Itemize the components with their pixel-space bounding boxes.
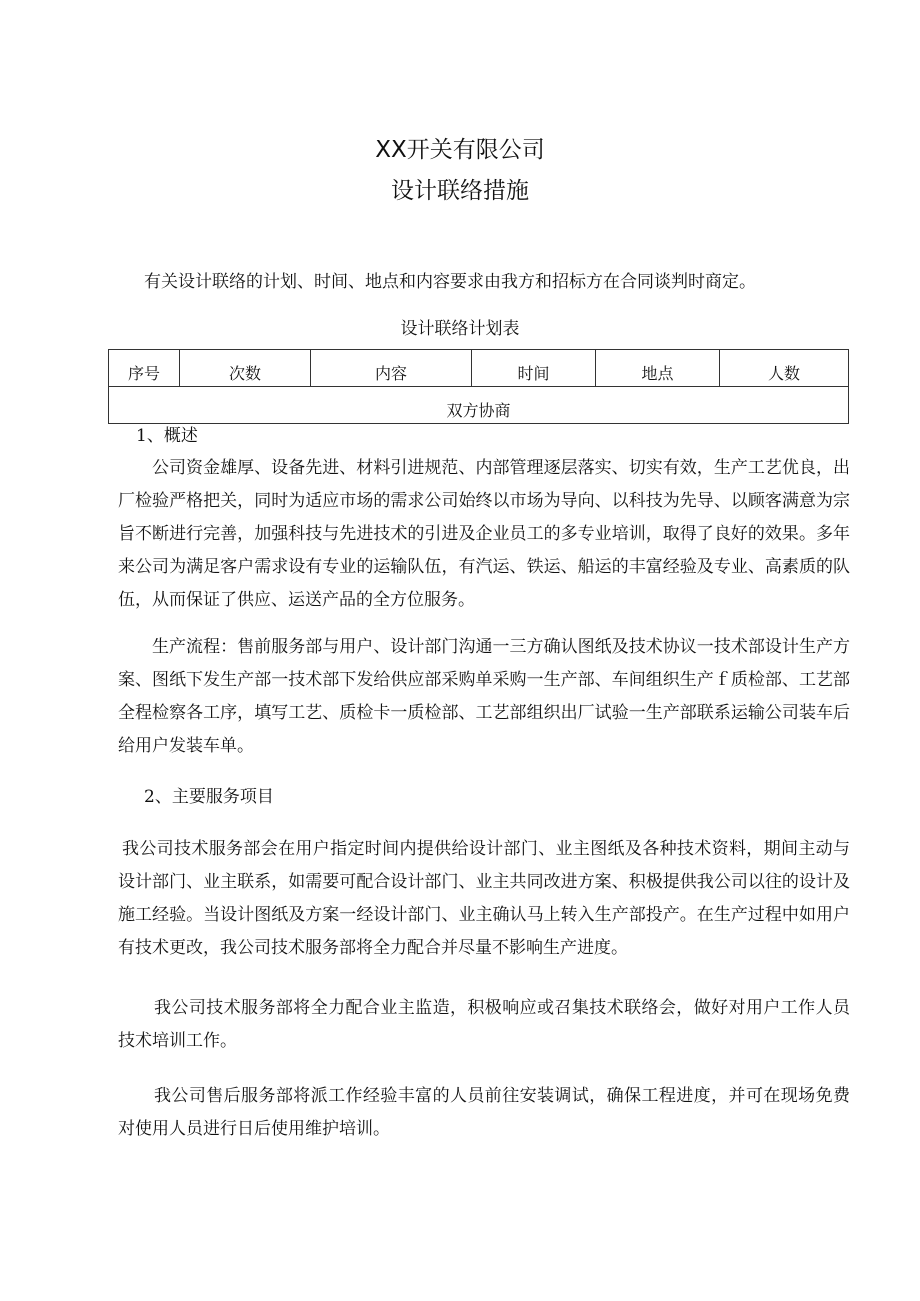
intro-text: 有关设计联络的计划、时间、地点和内容要求由我方和招标方在合同谈判时商定。 bbox=[144, 272, 756, 292]
section1-heading: 1、概述 bbox=[136, 426, 198, 446]
header-cell: 次数 bbox=[180, 350, 311, 387]
header-cell: 地点 bbox=[596, 350, 720, 387]
table-caption: 设计联络计划表 bbox=[400, 319, 520, 339]
header-cell: 时间 bbox=[472, 350, 596, 387]
header-cell: 内容 bbox=[311, 350, 472, 387]
section2-heading: 2、主要服务项目 bbox=[144, 787, 274, 807]
plan-table bbox=[108, 349, 849, 424]
section2-paragraph: 我公司技术服务部将全力配合业主监造，积极响应或召集技术联络会，做好对用户工作人员技术培训工作。 bbox=[118, 998, 850, 1051]
table-row bbox=[109, 387, 849, 424]
section1-paragraph: 生产流程：售前服务部与用户、设计部门沟通一三方确认图纸及技术协议一技术部设计生产方案、图纸下发生产部一技术部下发给供应部采购单采购一生产部、车间组织生产ｆ质检部、工艺部全程检察各工序，填写工艺、质检卡一质检部、工艺部组织出厂试验一生产部联系运输公司装车后给用户发装车单。 bbox=[118, 637, 850, 756]
section2-paragraph: 我公司售后服务部将派工作经验丰富的人员前往安装调试，确保工程进度，并可在现场免费对使用人员进行日后使用维护培训。 bbox=[118, 1086, 850, 1139]
section2-paragraph: 我公司技术服务部会在用户指定时间内提供给设计部门、业主图纸及各种技术资料，期间主动与设计部门、业主联系，如需要可配合设计部门、业主共同改进方案、积极提供我公司以往的设计及施工经验。当设计图纸及方案一经设计部门、业主确认马上转入生产部投产。在生产过程中如用户有技术更改，我公司技术服务部将全力配合并尽量不影响生产进度。 bbox=[118, 839, 850, 958]
page-subtitle: 设计联络措施 bbox=[391, 178, 529, 204]
header-cell: 人数 bbox=[720, 350, 849, 387]
header-cell: 序号 bbox=[109, 350, 180, 387]
merged-cell: 双方协商 bbox=[109, 387, 849, 424]
table-header-row bbox=[109, 350, 849, 387]
section1-paragraph: 公司资金雄厚、设备先进、材料引进规范、内部管理逐层落实、切实有效，生产工艺优良，出厂检验严格把关，同时为适应市场的需求公司始终以市场为导向、以科技为先导、以顾客满意为宗旨不断进行完善，加强科技与先进技术的引进及企业员工的多专业培训，取得了良好的效果。多年来公司为满足客户需求设有专业的运输队伍，有汽运、铁运、船运的丰富经验及专业、高素质的队伍，从而保证了供应、运送产品的全方位服务。 bbox=[118, 458, 850, 610]
page-title: XX开关有限公司 bbox=[375, 137, 545, 163]
